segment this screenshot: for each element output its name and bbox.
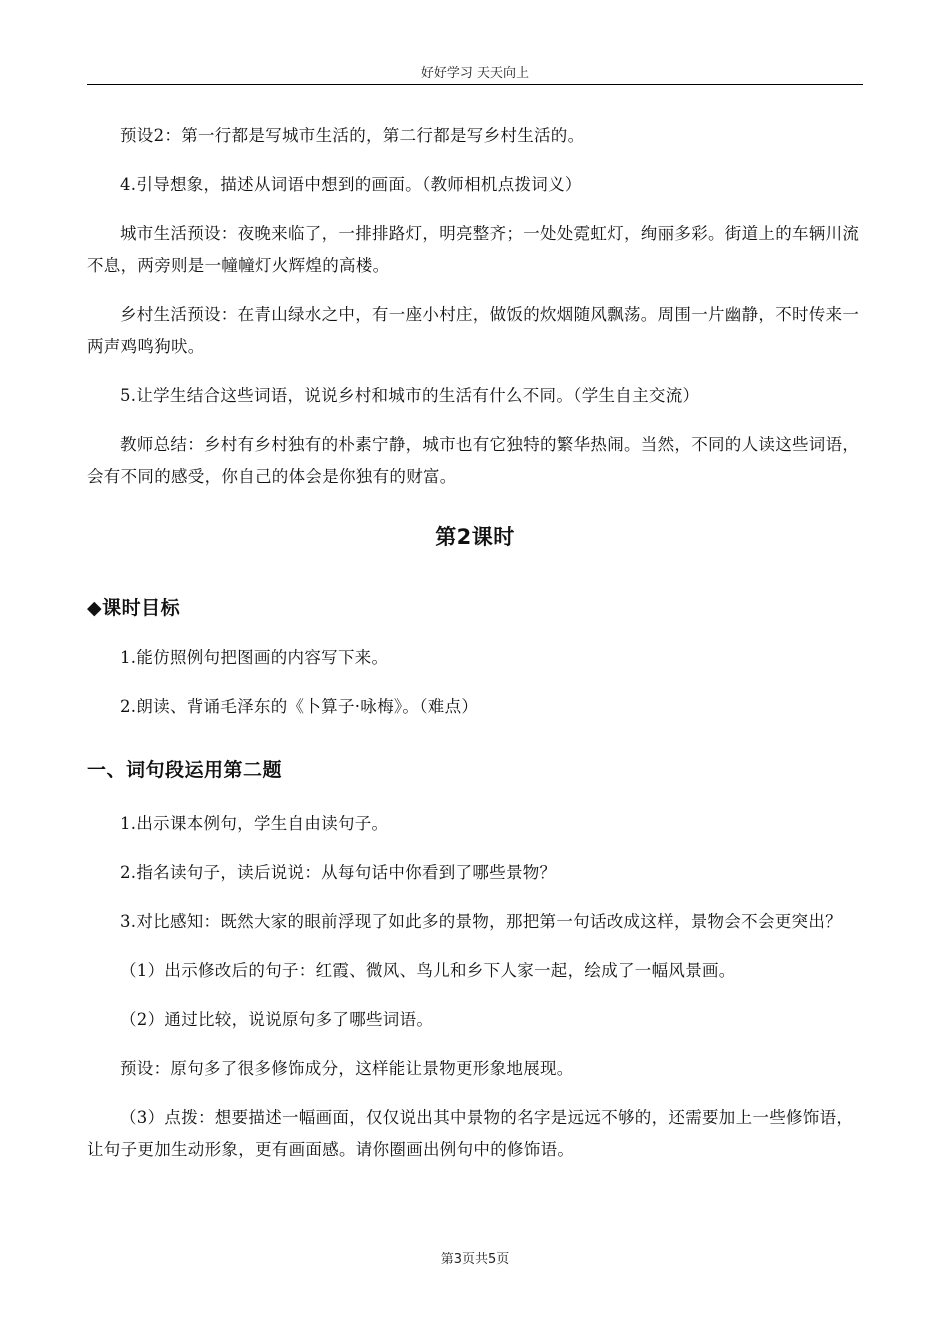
paragraph: 教师总结：乡村有乡村独有的朴素宁静，城市也有它独特的繁华热闹。当然，不同的人读这些词语，会有不同的感受，你自己的体会是你独有的财富。 [87,435,860,486]
paragraph: 5.让学生结合这些词语，说说乡村和城市的生活有什么不同。（学生自主交流） [120,386,700,405]
objectives-heading: ◆课时目标 [87,597,181,619]
paragraph: 3.对比感知：既然大家的眼前浮现了如此多的景物，那把第一句话改成这样，景物会不会更突出？ [120,912,842,931]
objective-item: 1.能仿照例句把图画的内容写下来。 [120,648,389,667]
paragraph: 2.指名读句子，读后说说：从每句话中你看到了哪些景物？ [120,863,557,882]
paragraph: 预设：原句多了很多修饰成分，这样能让景物更形象地展现。 [120,1059,574,1078]
paragraph: 4.引导想象，描述从词语中想到的画面。（教师相机点拨词义） [120,175,582,194]
lesson-title: 第2课时 [435,525,515,549]
objective-item: 2.朗读、背诵毛泽东的《卜算子·咏梅》。（难点） [120,697,479,716]
paragraph: 预设2：第一行都是写城市生活的，第二行都是写乡村生活的。 [120,126,585,145]
paragraph: 城市生活预设：夜晚来临了，一排排路灯，明亮整齐；一处处霓虹灯，绚丽多彩。街道上的车辆川流不息，两旁则是一幢幢灯火辉煌的高楼。 [87,224,860,275]
header-divider [87,84,863,85]
page-header: 好好学习 天天向上 [420,66,530,81]
section-heading: 一、词句段运用第二题 [87,759,283,781]
paragraph: （3）点拨：想要描述一幅画面，仅仅说出其中景物的名字是远远不够的，还需要加上一些修饰语，让句子更加生动形象，更有画面感。请你圈画出例句中的修饰语。 [87,1108,854,1159]
paragraph: 乡村生活预设：在青山绿水之中，有一座小村庄，做饭的炊烟随风飘荡。周围一片幽静，不时传来一两声鸡鸣狗吠。 [87,305,860,356]
paragraph: （2）通过比较，说说原句多了哪些词语。 [120,1010,434,1029]
paragraph: （1）出示修改后的句子：红霞、微风、鸟儿和乡下人家一起，绘成了一幅风景画。 [120,961,736,980]
page-content [87,120,863,1166]
paragraph: 1.出示课本例句，学生自由读句子。 [120,814,389,833]
page-footer: 第3页共5页 [440,1252,510,1267]
